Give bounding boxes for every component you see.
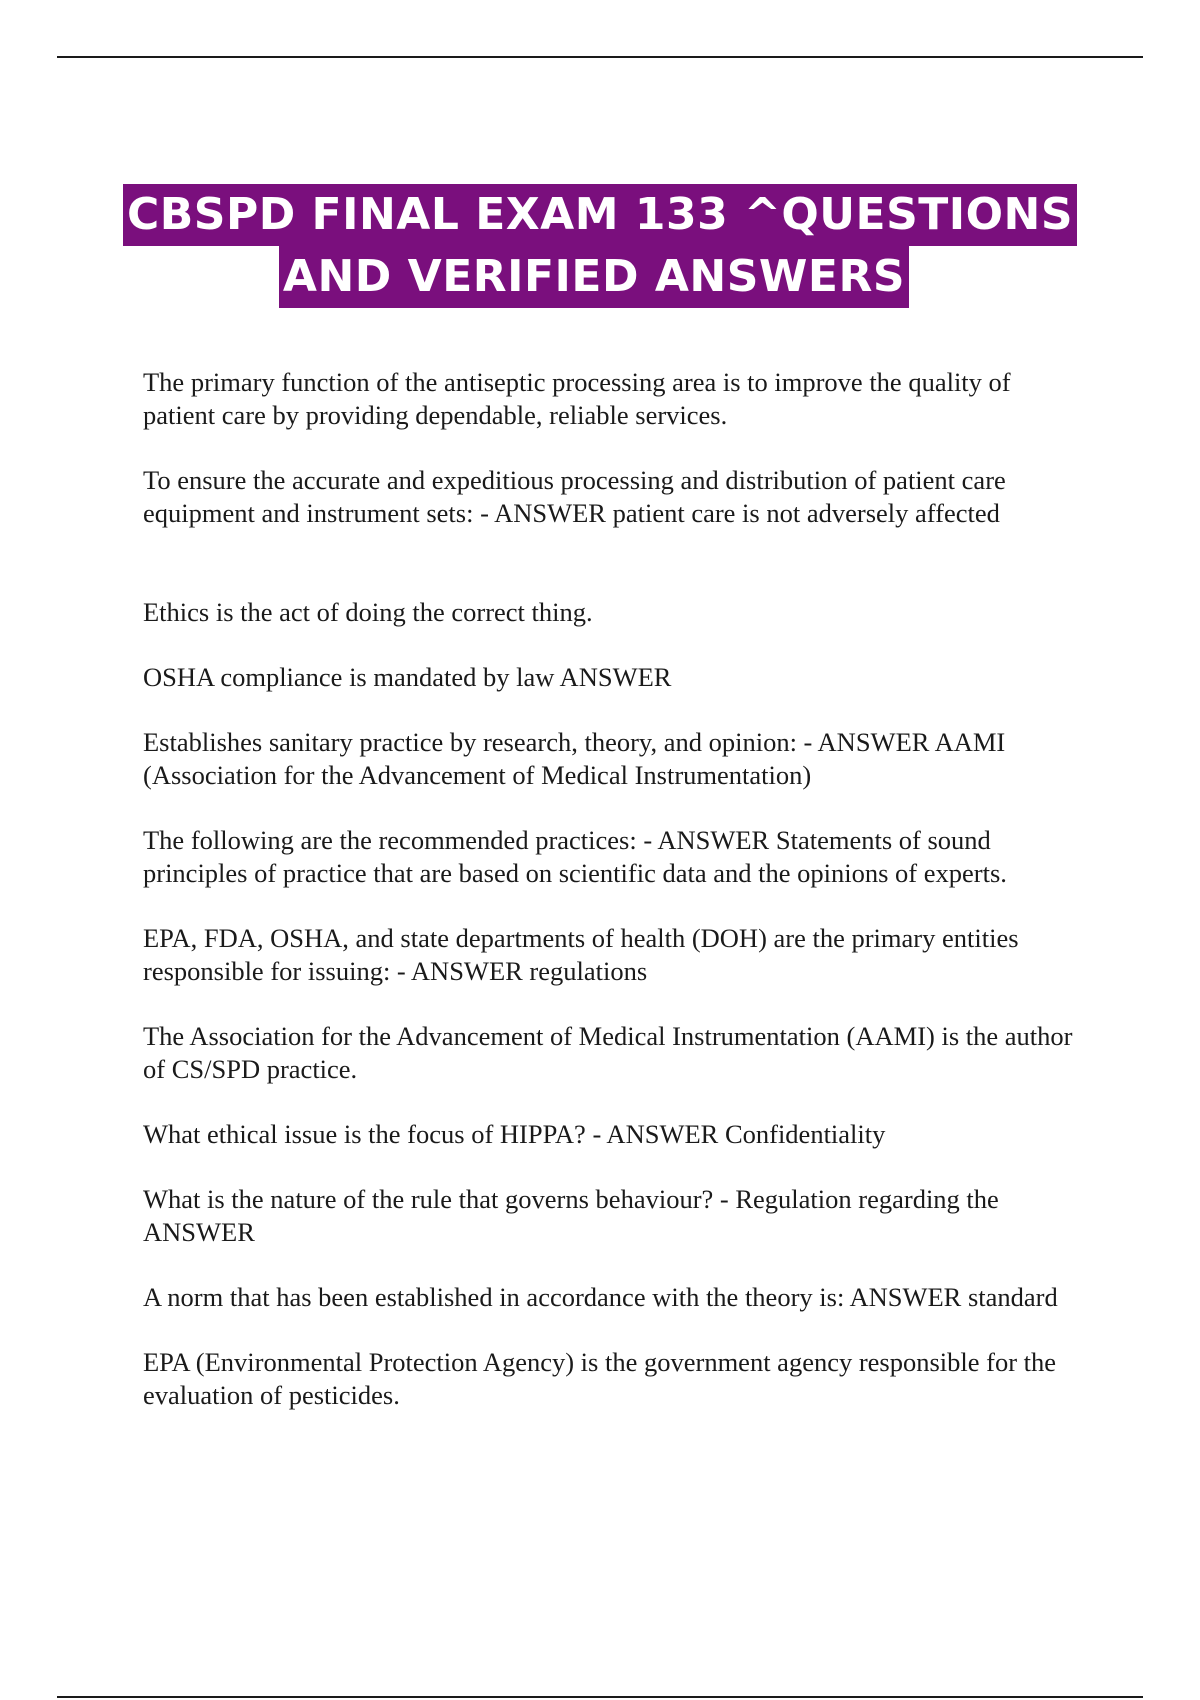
paragraph: The primary function of the antiseptic processing area is to improve the quality of patient care by providing dependable, reliable services. — [143, 367, 1011, 430]
title-line-1: CBSPD FINAL EXAM 133 ^QUESTIONS — [123, 184, 1077, 246]
paragraph: OSHA compliance is mandated by law ANSWER — [143, 662, 672, 692]
document-body — [143, 366, 1083, 1444]
bottom-rule — [57, 1696, 1143, 1698]
paragraph: EPA (Environmental Protection Agency) is the government agency responsible for the evaluation of pesticides. — [143, 1347, 1057, 1410]
paragraph: To ensure the accurate and expeditious processing and distribution of patient care equipment and instrument sets: - ANSWER patient care is not adversely affected — [143, 465, 1006, 528]
document-title — [0, 184, 1200, 308]
paragraph: What is the nature of the rule that governs behaviour? - Regulation regarding the ANSWER — [143, 1184, 999, 1247]
paragraph: Ethics is the act of doing the correct thing. — [143, 597, 593, 627]
top-rule — [57, 56, 1143, 58]
paragraph: The following are the recommended practices: - ANSWER Statements of sound principles of practice that are based on scientific data and the opinions of experts. — [143, 825, 1007, 888]
paragraph: The Association for the Advancement of Medical Instrumentation (AAMI) is the author of CS/SPD practice. — [143, 1021, 1073, 1084]
paragraph: EPA, FDA, OSHA, and state departments of health (DOH) are the primary entities responsible for issuing: - ANSWER regulations — [143, 923, 1019, 986]
paragraph: What ethical issue is the focus of HIPPA? - ANSWER Confidentiality — [143, 1119, 886, 1149]
paragraph: Establishes sanitary practice by research, theory, and opinion: - ANSWER AAMI (Association for the Advancement of Medical Instrumentation) — [143, 727, 1006, 790]
title-line-2: AND VERIFIED ANSWERS — [279, 246, 909, 308]
paragraph: A norm that has been established in accordance with the theory is: ANSWER standard — [143, 1282, 1058, 1312]
